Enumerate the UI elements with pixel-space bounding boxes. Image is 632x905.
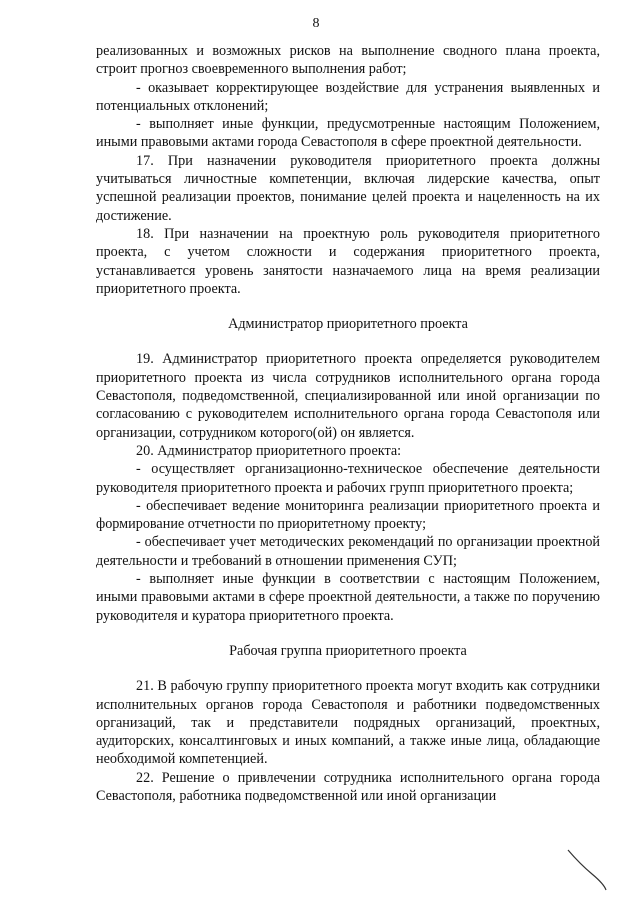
- document-body: [96, 42, 600, 805]
- paragraph: 18. При назначении на проектную роль руководителя приоритетного проекта, с учетом сложности и содержания приоритетного проекта, устанавливается уровень занятости назначаемого лица на время реализации приоритетного проекта.: [96, 225, 600, 297]
- page-number: 8: [312, 16, 320, 31]
- paragraph: - оказывает корректирующее воздействие для устранения выявленных и потенциальных отклонений;: [96, 79, 600, 114]
- section-heading: Рабочая группа приоритетного проекта: [229, 642, 467, 659]
- paragraph: 17. При назначении руководителя приоритетного проекта должны учитываться личностные компетенции, включая лидерские качества, опыт успешной реализации проектов, понимание целей проекта и нацеленность на их достижение.: [96, 152, 600, 224]
- paragraph: реализованных и возможных рисков на выполнение сводного плана проекта, строит прогноз своевременного выполнения работ;: [96, 43, 600, 78]
- paragraph: - осуществляет организационно-техническое обеспечение деятельности руководителя приоритетного проекта и рабочих групп приоритетного проекта;: [96, 461, 600, 496]
- section-heading: Администратор приоритетного проекта: [228, 316, 468, 333]
- paragraph: - выполняет иные функции, предусмотренные настоящим Положением, иными правовыми актами города Севастополя в сфере проектной деятельности.: [96, 116, 600, 151]
- paragraph: - обеспечивает учет методических рекомендаций по организации проектной деятельности и требований в отношении применения СУП;: [96, 534, 600, 569]
- paragraph: 21. В рабочую группу приоритетного проекта могут входить как сотрудники исполнительных органов города Севастополя и работники подведомственных организаций, так и представители подрядных организаций, проектных, аудиторских, консалтинговых и иных компаний, а также иные лица, обладающие необходимой компетенцией.: [96, 678, 600, 768]
- pen-mark-icon: [566, 848, 610, 894]
- paragraph: - обеспечивает ведение мониторинга реализации приоритетного проекта и формирование отчетности по приоритетному проекту;: [96, 497, 600, 533]
- paragraph: 20. Администратор приоритетного проекта:: [136, 442, 402, 459]
- paragraph: 22. Решение о привлечении сотрудника исполнительного органа города Севастополя, работника подведомственной или иной организации: [96, 769, 600, 804]
- paragraph: 19. Администратор приоритетного проекта определяется руководителем приоритетного проекта из числа сотрудников исполнительного органа города Севастополя, подведомственной, специализированной или иной организации по согласованию с руководителем исполнительного органа города Севастополя или организации, сотрудником которого(ой) он является.: [96, 351, 600, 441]
- paragraph: - выполняет иные функции в соответствии с настоящим Положением, иными правовыми актами в сфере проектной деятельности, а также по поручению руководителя и куратора приоритетного проекта.: [96, 571, 600, 624]
